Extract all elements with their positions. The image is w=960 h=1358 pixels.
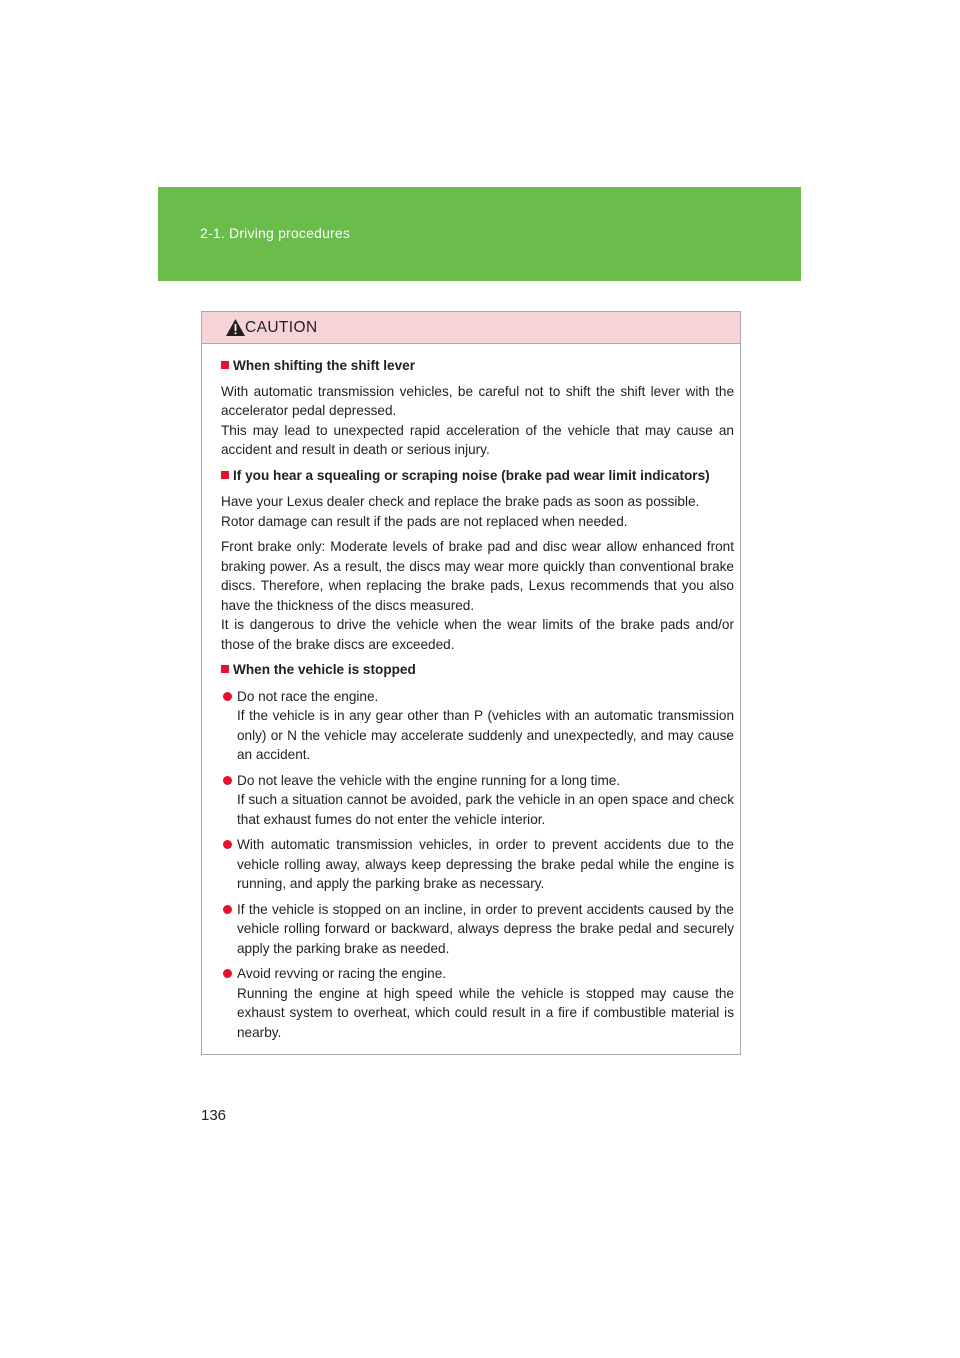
round-bullet-icon	[223, 776, 232, 785]
paragraph: Have your Lexus dealer check and replace the brake pads as soon as possible.	[221, 494, 700, 509]
warning-triangle-icon	[225, 318, 246, 337]
caution-box	[201, 311, 741, 1055]
section-heading: If you hear a squealing or scraping noise (brake pad wear limit indicators)	[221, 466, 734, 486]
square-bullet-icon	[221, 665, 229, 673]
list-item: Do not race the engine. If the vehicle is in any gear other than P (vehicles with an automatic transmission only) or N the vehicle may accelerate suddenly and unexpectedly, and may cause an accident.	[221, 687, 734, 765]
round-bullet-icon	[223, 692, 232, 701]
list-item: Avoid revving or racing the engine. Running the engine at high speed while the vehicle is stopped may cause the exhaust system to overheat, which could result in a fire if combustible material is nearby.	[221, 964, 734, 1042]
caution-header	[202, 312, 740, 344]
round-bullet-icon	[223, 840, 232, 849]
paragraph: Rotor damage can result if the pads are not replaced when needed.	[221, 513, 628, 529]
caution-title: CAUTION	[245, 319, 318, 336]
paragraph: This may lead to unexpected rapid acceleration of the vehicle that may cause an accident and result in death or serious injury.	[221, 422, 734, 457]
caution-section	[221, 466, 734, 655]
section-heading: When the vehicle is stopped	[221, 660, 734, 680]
caution-section	[221, 356, 734, 460]
round-bullet-icon	[223, 905, 232, 914]
page-number: 136	[201, 1107, 227, 1124]
caution-section	[221, 660, 734, 1042]
paragraph: With automatic transmission vehicles, be careful not to shift the shift lever with the accelerator pedal depressed.	[221, 383, 734, 418]
section-title: 2-1. Driving procedures	[200, 225, 351, 241]
paragraph: Front brake only: Moderate levels of brake pad and disc wear allow enhanced front braking power. As a result, the discs may wear more quickly than conventional brake discs. Therefore, when replacing the brake pads, Lexus recommends that you also have the thickness of the discs measured.	[221, 539, 734, 613]
list-item: Do not leave the vehicle with the engine running for a long time. If such a situation cannot be avoided, park the vehicle in an open space and check that exhaust fumes do not enter the vehicle interior.	[221, 771, 734, 830]
round-bullet-icon	[223, 969, 232, 978]
list-item: With automatic transmission vehicles, in order to prevent accidents due to the vehicle rolling away, always keep depressing the brake pedal while the engine is running, and apply the parking brake as necessary.	[221, 835, 734, 894]
list-item: If the vehicle is stopped on an incline, in order to prevent accidents caused by the vehicle rolling forward or backward, always depress the brake pedal and securely apply the parking brake as needed.	[221, 900, 734, 959]
caution-body	[202, 344, 740, 1042]
paragraph: It is dangerous to drive the vehicle when the wear limits of the brake pads and/or those of the brake discs are exceeded.	[221, 617, 734, 652]
header-band	[158, 187, 801, 281]
square-bullet-icon	[221, 361, 229, 369]
section-heading: When shifting the shift lever	[221, 356, 734, 376]
square-bullet-icon	[221, 471, 229, 479]
